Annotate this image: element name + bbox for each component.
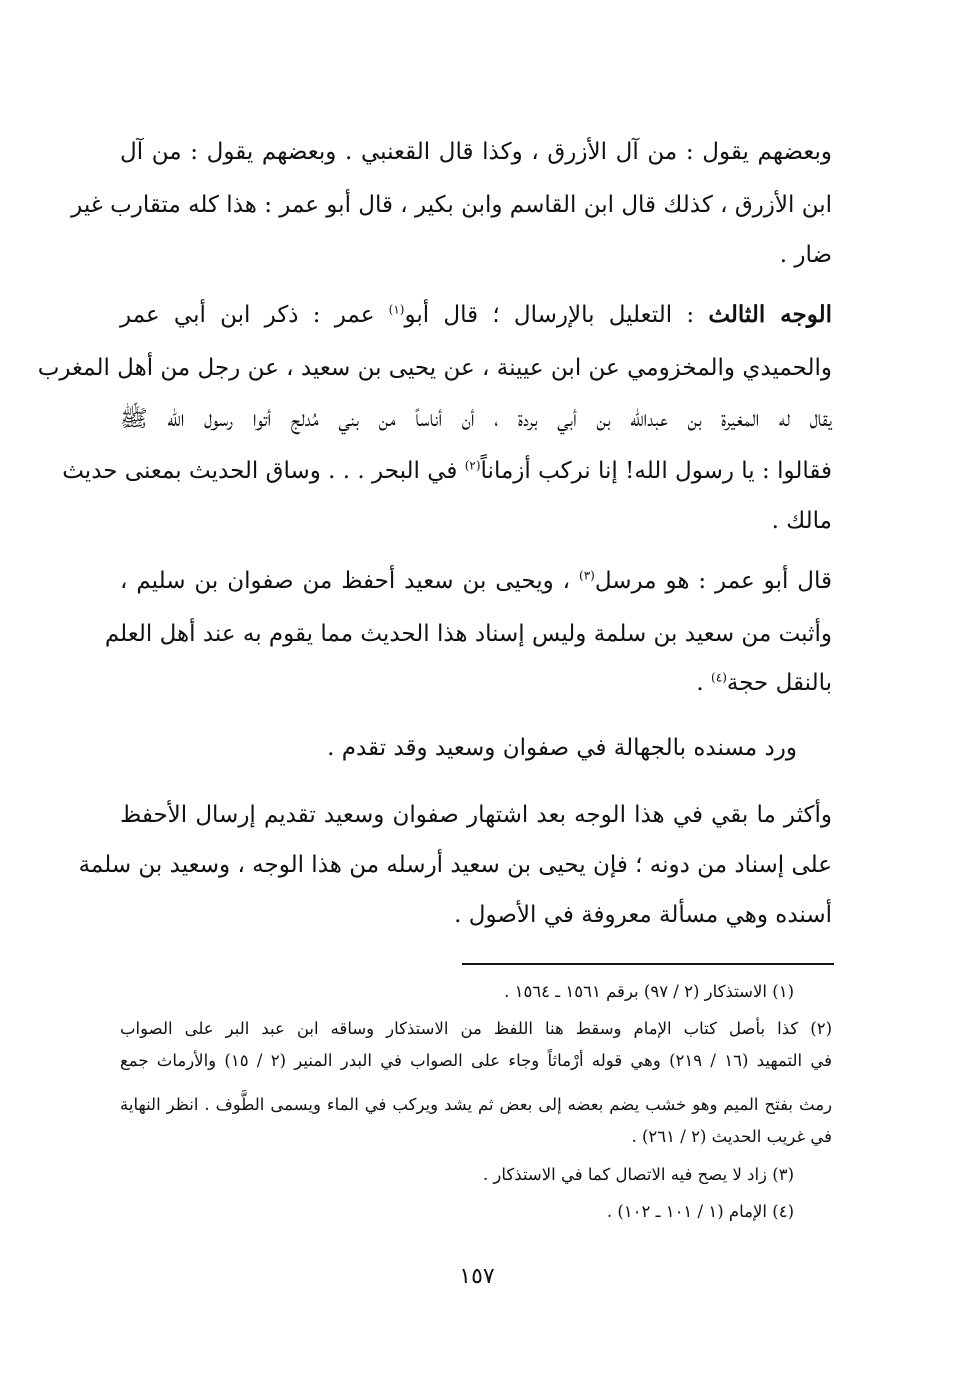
paragraph-2-line-2: والحميدي والمخزومي عن ابن عيينة ، عن يحيى بن سعيد ، عن رجل من أهل المغرب — [37, 355, 832, 381]
section-heading: الوجه الثالث — [708, 301, 832, 328]
paragraph-3-line-2: وأثبت من سعيد بن سلمة وليس إسناد هذا الحديث مما يقوم به عند أهل العلم — [104, 621, 832, 647]
footnote-1: (١) الاستذكار (٢ / ٩٧) برقم ١٥٦١ ـ ١٥٦٤ . — [504, 982, 794, 1001]
paragraph-3-line-3-head: بالنقل حجة — [726, 670, 832, 696]
paragraph-2-line-4-tail: في البحر . . . وساق الحديث بمعنى حديث — [62, 458, 465, 484]
paragraph-3-line-1-tail: ، ويحيى بن سعيد أحفظ من صفوان بن سليم ، — [120, 568, 580, 594]
footnote-separator — [462, 963, 834, 965]
paragraph-2-line-4 — [62, 456, 832, 486]
footnote-4: (٤) الإمام (١ / ١٠١ ـ ١٠٢) . — [606, 1202, 794, 1221]
footnote-2-line-2: في التمهيد (١٦ / ٢١٩) وهي قوله أرْماثاً وجاء على الصواب في البدر المنير (٢ / ١٥) والأرماث جمع — [120, 1051, 832, 1070]
paragraph-2-line-4-head: فقالوا : يا رسول الله! إنا نركب أزماناً — [480, 458, 832, 484]
paragraph-3-line-1 — [120, 566, 832, 596]
footnote-ref-1[interactable]: (١) — [388, 302, 405, 317]
paragraph-3-line-3 — [120, 668, 832, 698]
paragraph-3-line-3-tail: . — [696, 670, 712, 696]
paragraph-5-line-3: أسنده وهي مسألة معروفة في الأصول . — [454, 902, 832, 928]
footnote-2-line-3: رمث بفتح الميم وهو خشب يضم بعضه إلى بعض ثم يشد ويركب في الماء ويسمى الطَّوف . انظر النهاية — [120, 1095, 832, 1114]
footnote-ref-3[interactable]: (٣) — [579, 568, 595, 583]
paragraph-2-line-1 — [120, 300, 832, 330]
paragraph-2-line-1-text: : التعليل بالإرسال ؛ قال أبو — [404, 302, 709, 328]
paragraph-1-line-2: ابن الأزرق ، كذلك قال ابن القاسم وابن بكير ، قال أبو عمر : هذا كله متقارب غير — [71, 192, 832, 218]
footnote-3: (٣) زاد لا يصح فيه الاتصال كما في الاستذكار . — [482, 1165, 794, 1184]
footnote-ref-4[interactable]: (٤) — [711, 670, 727, 685]
page-number: ١٥٧ — [459, 1264, 495, 1289]
paragraph-2-line-1-tail: عمر : ذكر ابن أبي عمر — [120, 302, 389, 328]
footnote-ref-2[interactable]: (٢) — [464, 458, 481, 473]
paragraph-4-line-1: ورد مسنده بالجهالة في صفوان وسعيد وقد تقدم . — [327, 735, 797, 761]
paragraph-5-line-1: وأكثر ما بقي في هذا الوجه بعد اشتهار صفوان وسعيد تقديم إرسال الأحفظ — [120, 802, 832, 828]
paragraph-5-line-2: على إسناد من دونه ؛ فإن يحيى بن سعيد أرسله من هذا الوجه ، وسعيد بن سلمة — [78, 852, 832, 878]
paragraph-2-line-5: مالك . — [771, 508, 832, 534]
paragraph-3-line-1-head: قال أبو عمر : هو مرسل — [594, 568, 832, 594]
footnote-2-line-1: (٢) كذا بأصل كتاب الإمام وسقط هنا اللفظ من الاستذكار وساقه ابن عبد البر على الصواب — [120, 1019, 832, 1038]
paragraph-1-line-3: ضار . — [779, 242, 832, 268]
paragraph-2-line-3: يقال له المغيرة بن عبدالله بن أبي بردة ، أن أناساً من بني مُدلج أتوا رسول الله ﷺ — [120, 406, 832, 432]
paragraph-1-line-1: وبعضهم يقول : من آل الأزرق ، وكذا قال القعنبي . وبعضهم يقول : من آل — [120, 139, 832, 165]
footnote-2-line-4: في غريب الحديث (٢ / ٢٦١) . — [631, 1127, 832, 1146]
